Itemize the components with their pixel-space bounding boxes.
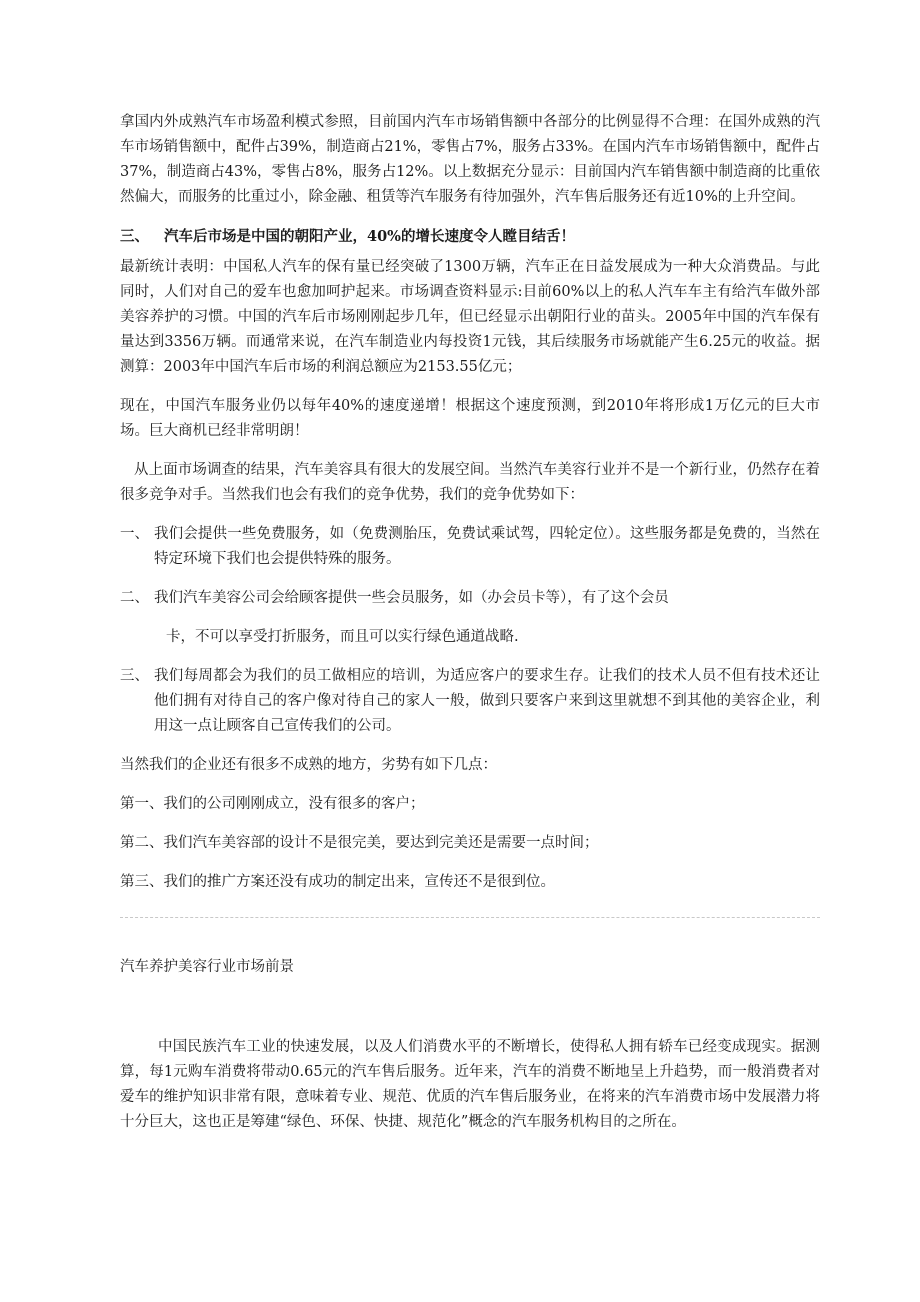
item-marker: 三、 [120, 668, 149, 684]
paragraph-weakness-intro: 当然我们的企业还有很多不成熟的地方，劣势有如下几点： [120, 757, 497, 773]
advantage-item [120, 522, 820, 572]
paragraph-market-share: 拿国内外成熟汽车市场盈利模式参照，目前国内汽车市场销售额中各部分的比例显得不合理：在国外成熟的汽车市场销售额中，配件占39%，制造商占21%，零售占7%，服务占33%。在国内汽车市场销售额中，配件占37%，制造商占43%，零售占8%，服务占12%。以上数据充分显示：目前国内汽车销售额中制造商的比重依然偏大，而服务的比重过小，除金融、租赁等汽车服务有待加强外，汽车售后服务还有近10%的上升空间。 [120, 114, 820, 205]
paragraph-competition: 从上面市场调查的结果，汽车美容具有很大的发展空间。当然汽车美容行业并不是一个新行业，仍然存在着很多竞争对手。当然我们也会有我们的竞争优势，我们的竞争优势如下： [120, 462, 820, 503]
weakness-item: 第一、我们的公司刚刚成立，没有很多的客户； [120, 796, 425, 812]
section-competitive-analysis [120, 110, 820, 895]
item-text: 我们会提供一些免费服务，如（免费测胎压，免费试乘试驾，四轮定位）。这些服务都是免费的，当然在特定环境下我们也会提供特殊的服务。 [154, 526, 820, 567]
weakness-item: 第三、我们的推广方案还没有成功的制定出来，宣传还不是很到位。 [120, 874, 555, 890]
paragraph-growth: 现在，中国汽车服务业仍以每年40%的速度递增！根据这个速度预测，到2010年将形成1万亿元的巨大市场。巨大商机已经非常明朗！ [120, 398, 820, 439]
section-market-outlook [120, 955, 820, 1135]
section-title: 汽车养护美容行业市场前景 [120, 959, 294, 975]
advantage-item [120, 664, 820, 739]
weakness-item: 第二、我们汽车美容部的设计不是很完美，要达到完美还是需要一点时间； [120, 835, 599, 851]
item-continuation: 卡，不可以享受打折服务，而且可以实行绿色通道战略. [166, 629, 519, 645]
item-marker: 二、 [120, 590, 149, 606]
item-marker: 一、 [120, 526, 149, 542]
item-text: 我们汽车美容公司会给顾客提供一些会员服务，如（办会员卡等），有了这个会员 [154, 590, 669, 606]
advantage-item [120, 586, 820, 611]
section-divider [120, 917, 820, 918]
section-heading [120, 224, 820, 249]
paragraph-statistics: 最新统计表明：中国私人汽车的保有量已经突破了1300万辆，汽车正在日益发展成为一种大众消费品。与此同时，人们对自己的爱车也愈加呵护起来。市场调查资料显示:目前60%以上的私人汽车车主有给汽车做外部美容养护的习惯。中国的汽车后市场刚刚起步几年，但已经显示出朝阳行业的苗头。2005年中国的汽车保有量达到3356万辆。而通常来说，在汽车制造业内每投资1元钱，其后续服务市场就能产生6.25元的收益。据测算：2003年中国汽车后市场的利润总额应为2153.55亿元； [120, 259, 820, 375]
heading-text: 汽车后市场是中国的朝阳产业，40%的增长速度令人瞠目结舌！ [164, 228, 575, 245]
heading-number: 三、 [120, 228, 149, 245]
item-text: 我们每周都会为我们的员工做相应的培训，为适应客户的要求生存。让我们的技术人员不但有技术还让他们拥有对待自己的客户像对待自己的家人一般，做到只要客户来到这里就想不到其他的美容企业，利用这一点让顾客自己宣传我们的公司。 [154, 668, 820, 734]
paragraph-outlook: 中国民族汽车工业的快速发展，以及人们消费水平的不断增长，使得私人拥有轿车已经变成现实。据测算，每1元购车消费将带动0.65元的汽车售后服务。近年来，汽车的消费不断地呈上升趋势，而一般消费者对爱车的维护知识非常有限，意味着专业、规范、优质的汽车售后服务业，在将来的汽车消费市场中发展潜力将十分巨大，这也正是筹建“绿色、环保、快捷、规范化”概念的汽车服务机构目的之所在。 [120, 1039, 820, 1130]
